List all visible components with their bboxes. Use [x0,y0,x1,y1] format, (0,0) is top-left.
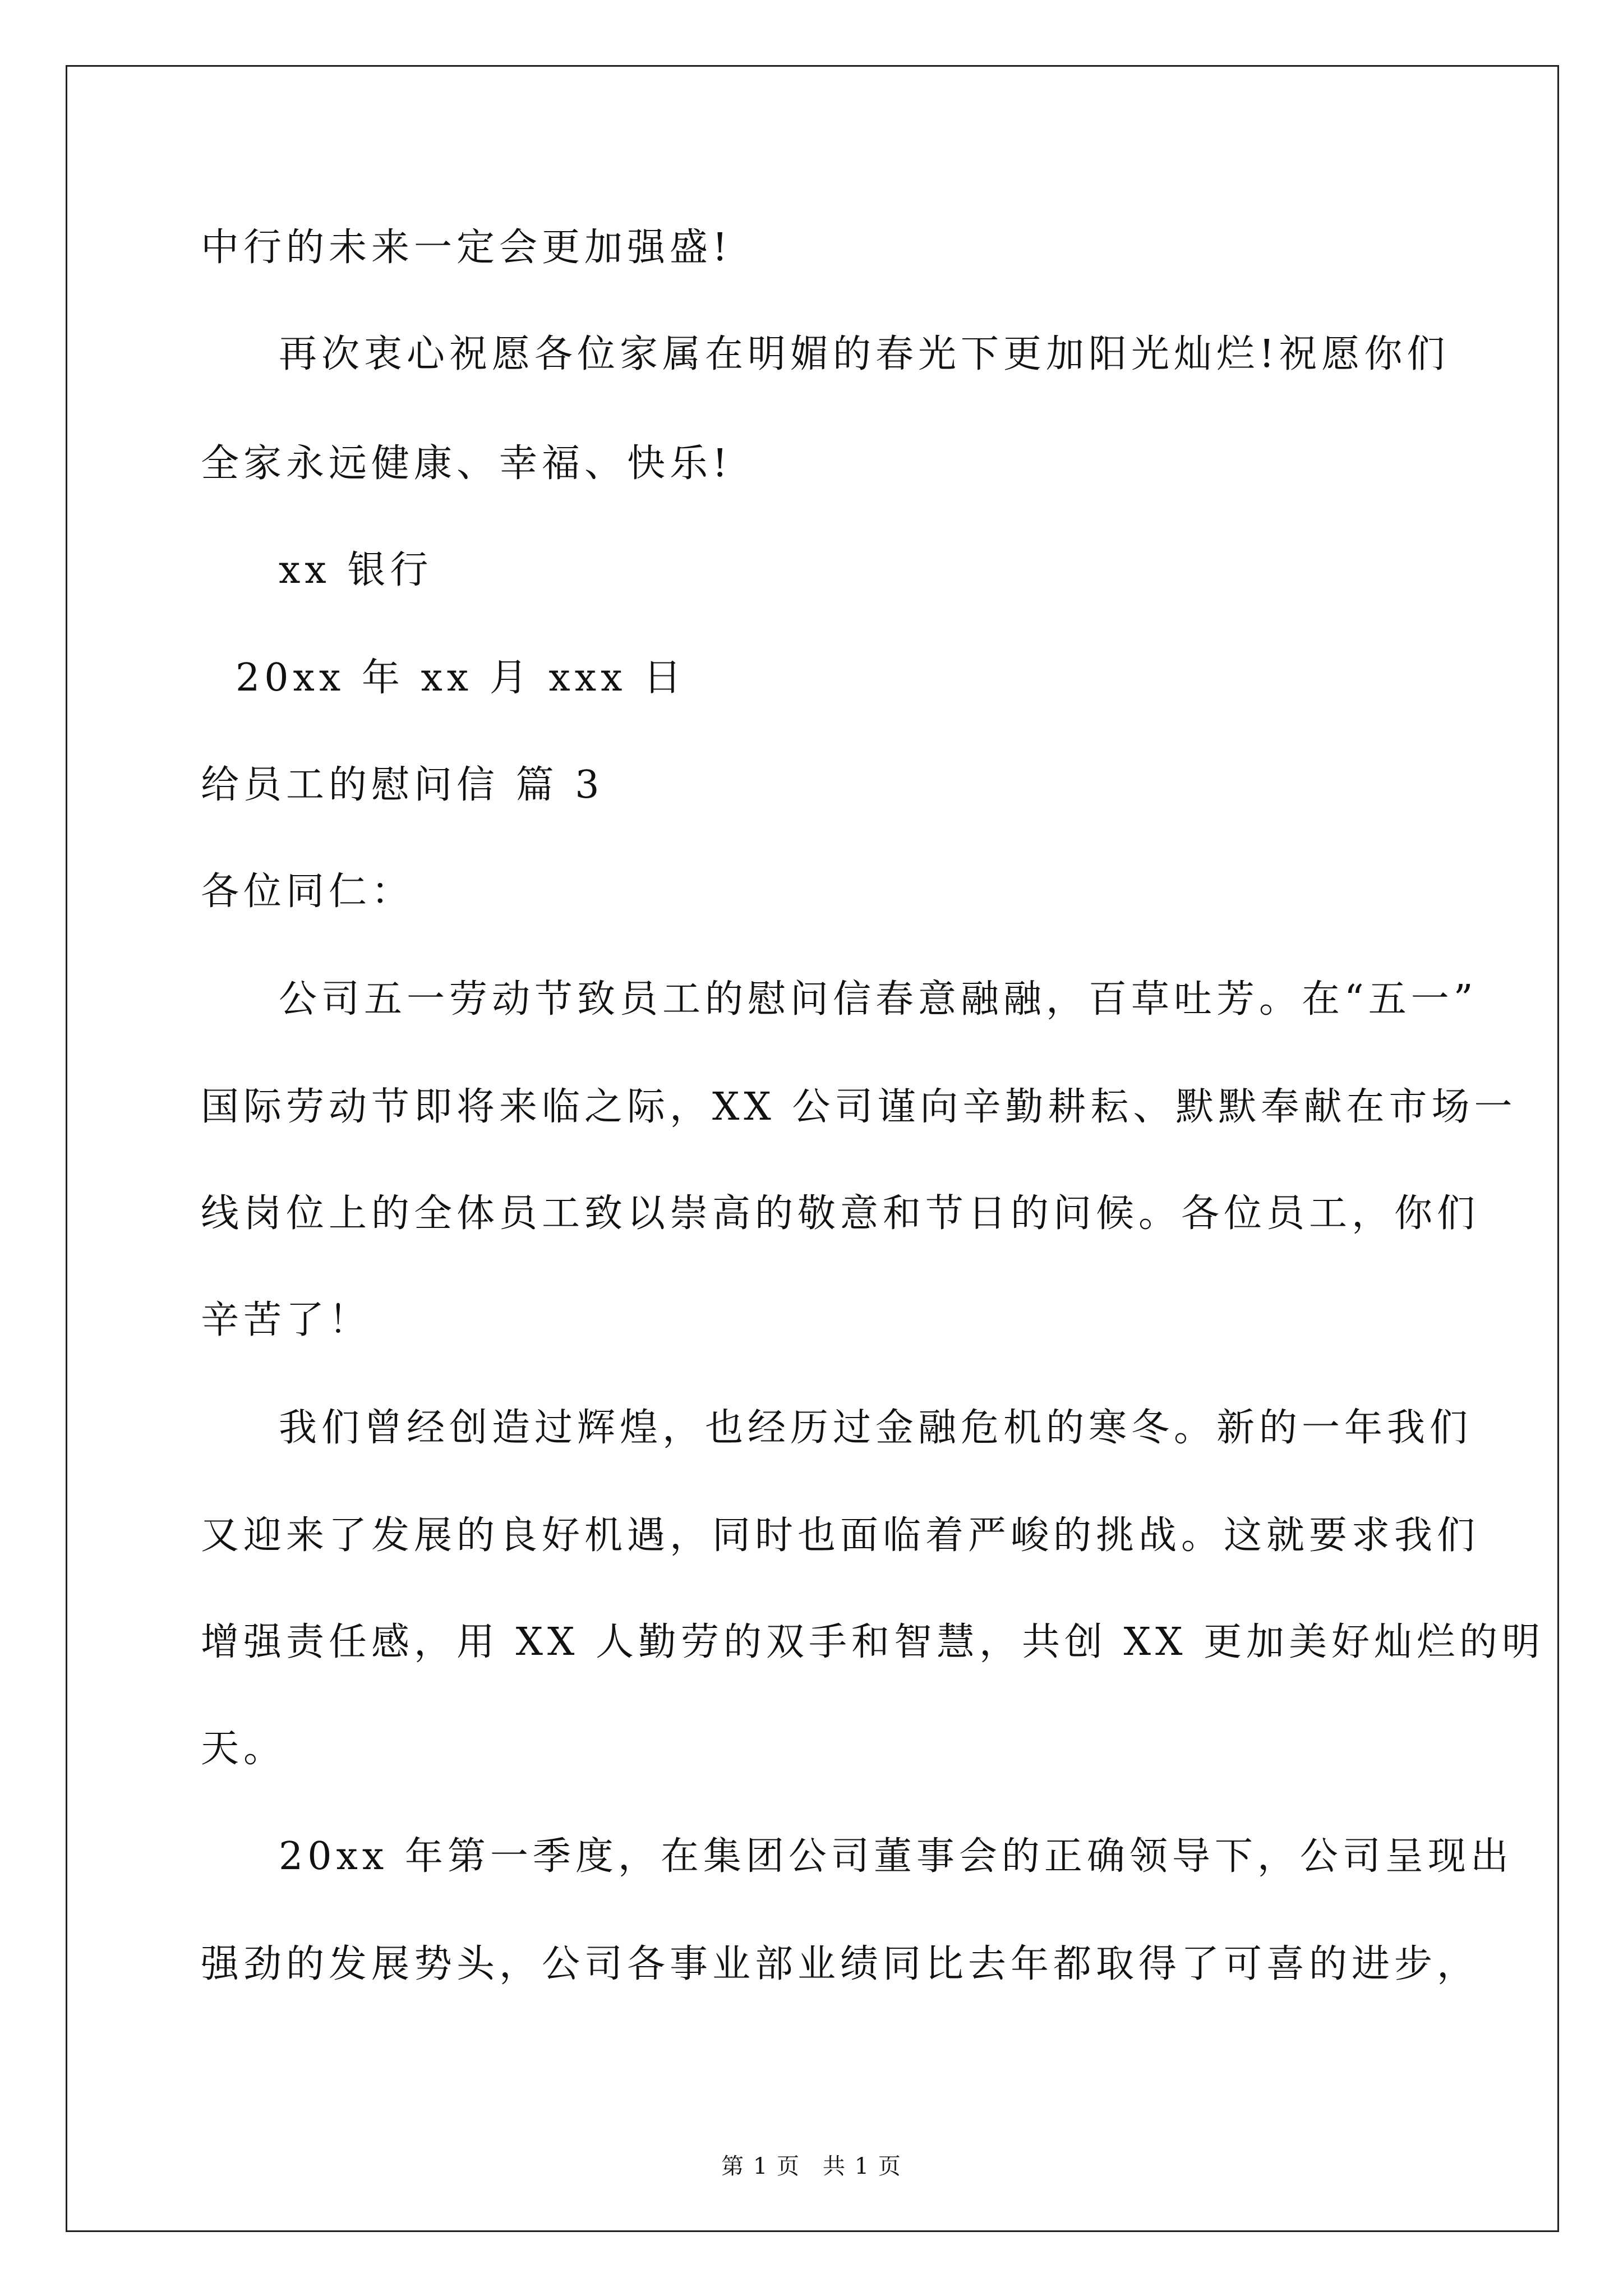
text-line: 强劲的发展势头，公司各事业部业绩同比去年都取得了可喜的进步， [201,1942,1480,1986]
text-line: 又迎来了发展的良好机遇，同时也面临着严峻的挑战。这就要求我们 [201,1513,1480,1558]
text-line: 辛苦了！ [201,1298,372,1342]
text-line: 线岗位上的全体员工致以崇高的敬意和节日的问候。各位员工，你们 [201,1191,1480,1236]
salutation: 各位同仁： [201,869,414,914]
text-line: 20xx 年第一季度，在集团公司董事会的正确领导下，公司呈现出 [279,1834,1513,1879]
text-line: 全家永远健康、幸福、快乐! [201,441,732,486]
page-footer [0,2148,1623,2180]
text-line: 20xx 年 xx 月 xxx 日 [236,656,686,700]
page-total: 共 1 页 [823,2154,902,2179]
text-line: 我们曾经创造过辉煌，也经历过金融危机的寒冬。新的一年我们 [279,1406,1473,1450]
text-line: 国际劳动节即将来临之际，XX 公司谨向辛勤耕耘、默默奉献在市场一 [201,1085,1517,1129]
text-line: 增强责任感，用 XX 人勤劳的双手和智慧，共创 XX 更加美好灿烂的明 [201,1620,1545,1664]
text-line: 公司五一劳动节致员工的慰问信春意融融，百草吐芳。在“五一” [279,977,1478,1022]
text-line: 再次衷心祝愿各位家属在明媚的春光下更加阳光灿烂!祝愿你们 [279,332,1450,376]
section-heading: 给员工的慰问信 篇 3 [201,763,604,807]
text-line: 天。 [201,1727,287,1771]
page-number: 第 1 页 [721,2154,800,2179]
text-line: 中行的未来一定会更加强盛! [201,226,732,270]
text-line: xx 银行 [279,548,433,592]
